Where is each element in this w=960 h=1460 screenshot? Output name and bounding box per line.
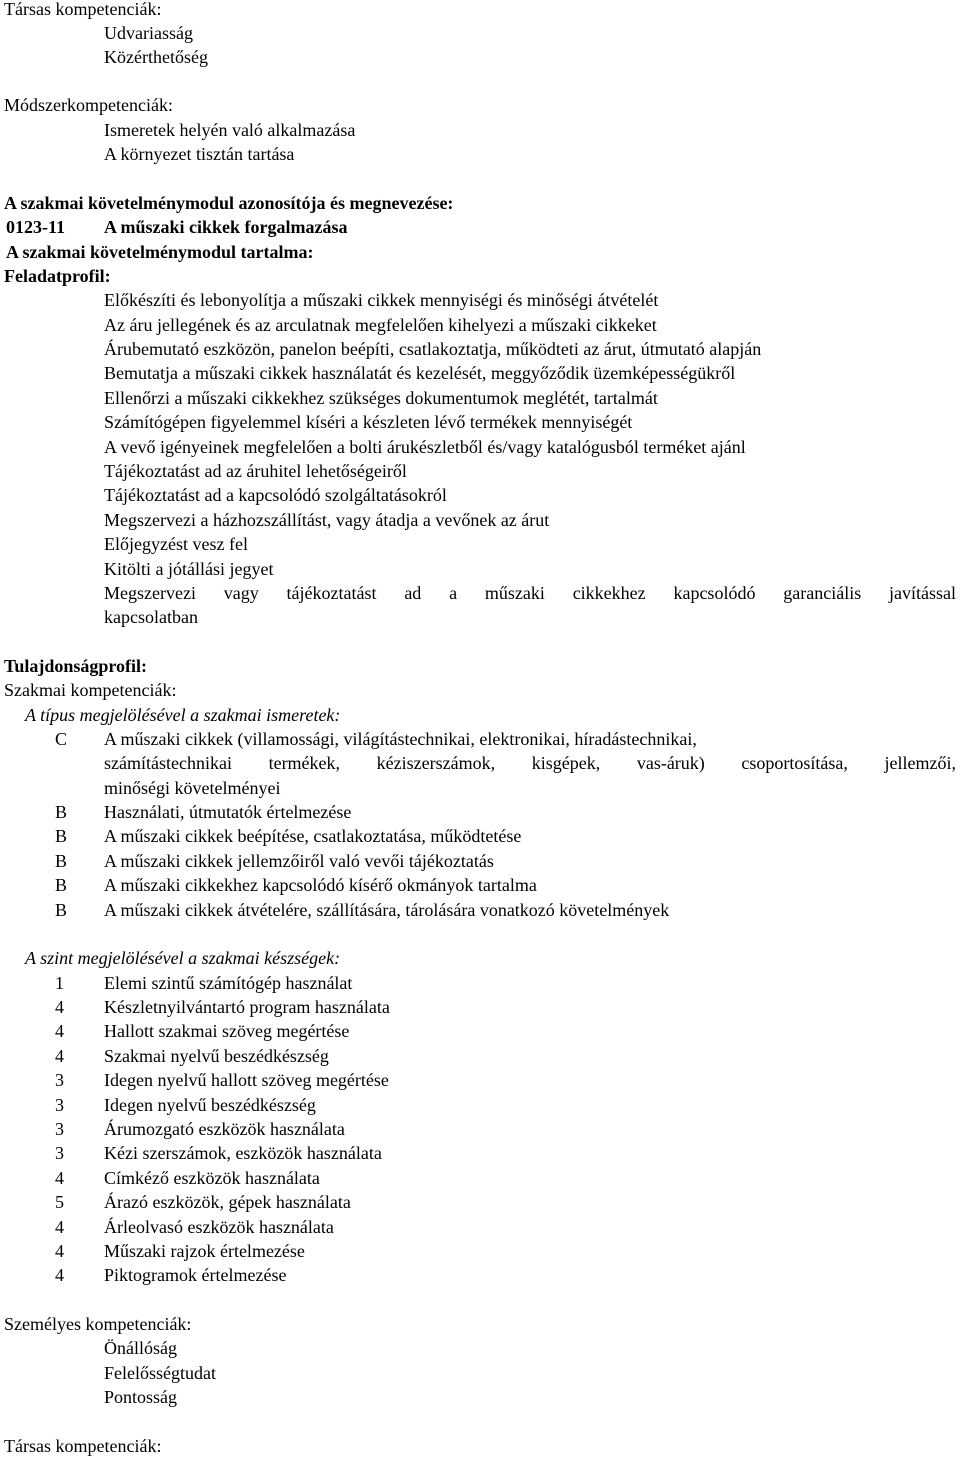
tarsas-item: Közérthetőség [104,47,208,67]
keszseg-level: 1 [55,973,64,993]
ismeret-code: B [55,875,68,895]
module-code: 0123-11 [6,217,66,237]
szemelyes-heading: Személyes kompetenciák: [4,1314,192,1334]
tulajdonsagprofil-heading: Tulajdonságprofil: [4,656,148,676]
ismeret-text: Használati, útmutatók értelmezése [104,802,352,822]
feladat-item: Bemutatja a műszaki cikkek használatát és kezelését, meggyőződik üzemképességükről [104,363,736,383]
keszseg-text: Idegen nyelvű beszédkészség [104,1095,316,1115]
module-name: A műszaki cikkek forgalmazása [104,217,348,237]
keszseg-text: Hallott szakmai szöveg megértése [104,1021,350,1041]
keszseg-text: Árazó eszközök, gépek használata [104,1192,351,1212]
feladatprofil-heading: Feladatprofil: [4,266,111,286]
ismeret-code: B [55,851,68,871]
keszseg-text: Kézi szerszámok, eszközök használata [104,1143,382,1163]
keszseg-level: 3 [55,1095,64,1115]
keszseg-level: 4 [55,997,64,1017]
ismeret-code: B [55,900,68,920]
feladat-item: Tájékoztatást ad a kapcsolódó szolgáltatásokról [104,485,447,505]
keszseg-text: Címkéző eszközök használata [104,1168,320,1188]
ismeret-code: B [55,802,68,822]
feladat-item: Ellenőrzi a műszaki cikkekhez szükséges dokumentumok meglétét, tartalmát [104,388,658,408]
feladat-item: Előjegyzést vesz fel [104,534,248,554]
ismeret-text: A műszaki cikkek beépítése, csatlakoztatása, működtetése [104,826,522,846]
keszseg-level: 4 [55,1046,64,1066]
keszseg-level: 4 [55,1241,64,1261]
keszseg-level: 3 [55,1143,64,1163]
ismeretek-heading: A típus megjelölésével a szakmai ismeretek: [25,705,341,725]
keszseg-text: Árleolvasó eszközök használata [104,1217,334,1237]
keszseg-level: 3 [55,1070,64,1090]
feladat-item: Kitölti a jótállási jegyet [104,559,274,579]
keszsegek-heading: A szint megjelölésével a szakmai készségek: [25,948,341,968]
ismeret-text: A műszaki cikkek jellemzőiről való vevői tájékoztatás [104,851,494,871]
tarsas-heading-top: Társas kompetenciák: [4,0,162,19]
feladat-item-last-line1: Megszervezi vagy tájékoztatást ad a műszaki cikkekhez kapcsolódó garanciális javítással [104,583,956,603]
keszseg-level: 4 [55,1217,64,1237]
keszseg-level: 5 [55,1192,64,1212]
keszseg-text: Piktogramok értelmezése [104,1265,287,1285]
ismeret-text: A műszaki cikkek (villamossági, világítástechnikai, elektronikai, híradástechnikai, [104,729,697,749]
keszseg-level: 3 [55,1119,64,1139]
ismeret-text: A műszaki cikkek átvételére, szállítására, tárolására vonatkozó követelmények [104,900,670,920]
ismeret-code: B [55,826,68,846]
feladat-item-last-line2: kapcsolatban [104,607,198,627]
tarsas-heading-bottom: Társas kompetenciák: [4,1436,162,1456]
feladat-item: Megszervezi a házhozszállítást, vagy átadja a vevőnek az árut [104,510,550,530]
feladat-item: Előkészíti és lebonyolítja a műszaki cikkek mennyiségi és minőségi átvételét [104,290,659,310]
keszseg-text: Elemi szintű számítógép használat [104,973,353,993]
tarsas-item: Udvariasság [104,23,193,43]
keszseg-level: 4 [55,1168,64,1188]
feladat-item: A vevő igényeinek megfelelően a bolti árukészletből és/vagy katalógusból terméket ajánl [104,437,746,457]
keszseg-text: Műszaki rajzok értelmezése [104,1241,305,1261]
modszer-heading: Módszerkompetenciák: [4,95,173,115]
keszseg-text: Árumozgató eszközök használata [104,1119,345,1139]
module-id-heading: A szakmai követelménymodul azonosítója és megnevezése: [4,193,454,213]
szemelyes-item: Pontosság [104,1387,178,1407]
ismeret-text-line2: számítástechnikai termékek, kéziszerszámok, kisgépek, vas-áruk) csoportosítása, jellemzői, [104,753,956,773]
keszseg-text: Készletnyilvántartó program használata [104,997,390,1017]
szemelyes-item: Felelősségtudat [104,1363,216,1383]
ismeret-code: C [55,729,68,749]
keszseg-text: Idegen nyelvű hallott szöveg megértése [104,1070,389,1090]
modszer-item: Ismeretek helyén való alkalmazása [104,120,356,140]
szemelyes-item: Önállóság [104,1338,177,1358]
szakmai-kompetenciak-heading: Szakmai kompetenciák: [4,680,177,700]
feladat-item: Árubemutató eszközön, panelon beépíti, csatlakoztatja, működteti az árut, útmutató alapján [104,339,762,359]
feladat-item: Számítógépen figyelemmel kíséri a készleten lévő termékek mennyiségét [104,412,633,432]
keszseg-level: 4 [55,1021,64,1041]
feladat-item: Az áru jellegének és az arculatnak megfelelően kihelyezi a műszaki cikkeket [104,315,657,335]
module-content-heading: A szakmai követelménymodul tartalma: [6,242,314,262]
modszer-item: A környezet tisztán tartása [104,144,295,164]
keszseg-level: 4 [55,1265,64,1285]
ismeret-text-line3: minőségi követelményei [104,778,281,798]
feladat-item: Tájékoztatást ad az áruhitel lehetőségeiről [104,461,407,481]
ismeret-text: A műszaki cikkekhez kapcsolódó kísérő okmányok tartalma [104,875,537,895]
keszseg-text: Szakmai nyelvű beszédkészség [104,1046,329,1066]
